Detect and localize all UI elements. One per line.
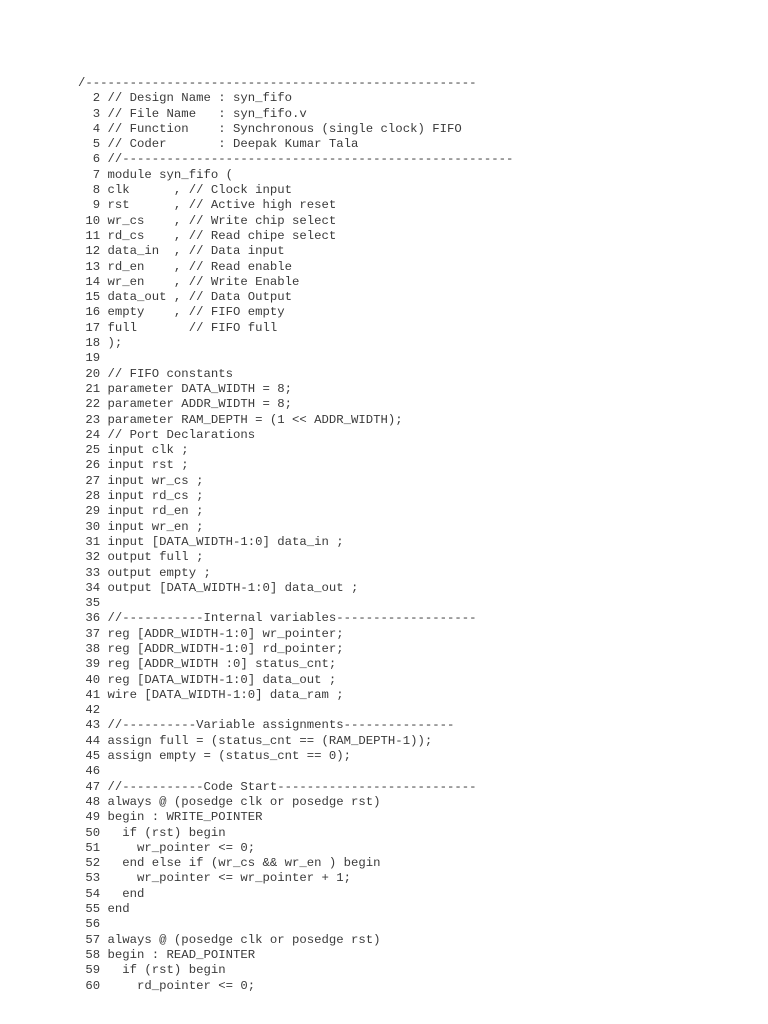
- code-line: 46: [78, 764, 101, 779]
- code-line: 28 input rd_cs ;: [78, 489, 204, 504]
- code-line: 34 output [DATA_WIDTH-1:0] data_out ;: [78, 580, 359, 595]
- code-line: 13 rd_en , // Read enable: [78, 259, 293, 274]
- code-line: 3 // File Name : syn_fifo.v: [78, 106, 307, 121]
- code-line: 27 input wr_cs ;: [78, 473, 204, 488]
- code-line: 29 input rd_en ;: [78, 504, 204, 519]
- code-line: 40 reg [DATA_WIDTH-1:0] data_out ;: [78, 672, 337, 687]
- code-line: 42: [78, 703, 101, 718]
- code-line: 60 rd_pointer <= 0;: [78, 978, 256, 993]
- code-line: 22 parameter ADDR_WIDTH = 8;: [78, 397, 293, 412]
- code-line: 33 output empty ;: [78, 565, 211, 580]
- code-line: 51 wr_pointer <= 0;: [78, 840, 256, 855]
- code-line: 30 input wr_en ;: [78, 519, 204, 534]
- code-line: 6 //-----------------------------------------------------: [78, 152, 514, 167]
- code-line: 32 output full ;: [78, 550, 204, 565]
- code-line: 41 wire [DATA_WIDTH-1:0] data_ram ;: [78, 687, 344, 702]
- code-line: 36 //-----------Internal variables-------------------: [78, 611, 477, 626]
- code-line: 48 always @ (posedge clk or posedge rst): [78, 794, 381, 809]
- code-line: 10 wr_cs , // Write chip select: [78, 213, 337, 228]
- code-line: 50 if (rst) begin: [78, 825, 226, 840]
- code-line: 55 end: [78, 902, 130, 917]
- code-listing: [78, 76, 513, 994]
- code-line: 7 module syn_fifo (: [78, 167, 233, 182]
- code-line: 47 //-----------Code Start---------------------------: [78, 779, 477, 794]
- code-line: 54 end: [78, 886, 145, 901]
- code-line: 14 wr_en , // Write Enable: [78, 274, 300, 289]
- code-line: 39 reg [ADDR_WIDTH :0] status_cnt;: [78, 657, 337, 672]
- code-line: 18 );: [78, 336, 123, 351]
- code-line: 8 clk , // Clock input: [78, 183, 293, 198]
- code-line: 31 input [DATA_WIDTH-1:0] data_in ;: [78, 534, 344, 549]
- code-line: 45 assign empty = (status_cnt == 0);: [78, 749, 352, 764]
- code-line: 23 parameter RAM_DEPTH = (1 << ADDR_WIDTH);: [78, 412, 403, 427]
- code-line: 26 input rst ;: [78, 458, 189, 473]
- code-line: 37 reg [ADDR_WIDTH-1:0] wr_pointer;: [78, 626, 344, 641]
- code-line: 58 begin : READ_POINTER: [78, 947, 256, 962]
- code-line: 21 parameter DATA_WIDTH = 8;: [78, 381, 293, 396]
- code-line: 53 wr_pointer <= wr_pointer + 1;: [78, 871, 352, 886]
- code-line: 2 // Design Name : syn_fifo: [78, 91, 293, 106]
- code-line: 5 // Coder : Deepak Kumar Tala: [78, 137, 359, 152]
- code-line: 17 full // FIFO full: [78, 320, 278, 335]
- code-line: 57 always @ (posedge clk or posedge rst): [78, 932, 381, 947]
- code-line: 9 rst , // Active high reset: [78, 198, 337, 213]
- code-line: 35: [78, 596, 101, 611]
- code-line: 49 begin : WRITE_POINTER: [78, 810, 263, 825]
- code-line: 12 data_in , // Data input: [78, 244, 285, 259]
- code-line: 4 // Function : Synchronous (single clock) FIFO: [78, 121, 462, 136]
- code-line: 20 // FIFO constants: [78, 366, 233, 381]
- code-line: 11 rd_cs , // Read chipe select: [78, 228, 337, 243]
- code-line: 25 input clk ;: [78, 443, 189, 458]
- code-line: 38 reg [ADDR_WIDTH-1:0] rd_pointer;: [78, 641, 344, 656]
- code-line: 24 // Port Declarations: [78, 427, 256, 442]
- code-line: 16 empty , // FIFO empty: [78, 305, 285, 320]
- code-line: 43 //----------Variable assignments---------------: [78, 718, 455, 733]
- code-line: /-----------------------------------------------------: [78, 76, 477, 90]
- code-line: 44 assign full = (status_cnt == (RAM_DEPTH-1));: [78, 733, 433, 748]
- code-line: 56: [78, 917, 101, 932]
- code-line: 59 if (rst) begin: [78, 963, 226, 978]
- code-line: 52 end else if (wr_cs && wr_en ) begin: [78, 856, 381, 871]
- code-line: 19: [78, 351, 101, 366]
- code-line: 15 data_out , // Data Output: [78, 290, 293, 305]
